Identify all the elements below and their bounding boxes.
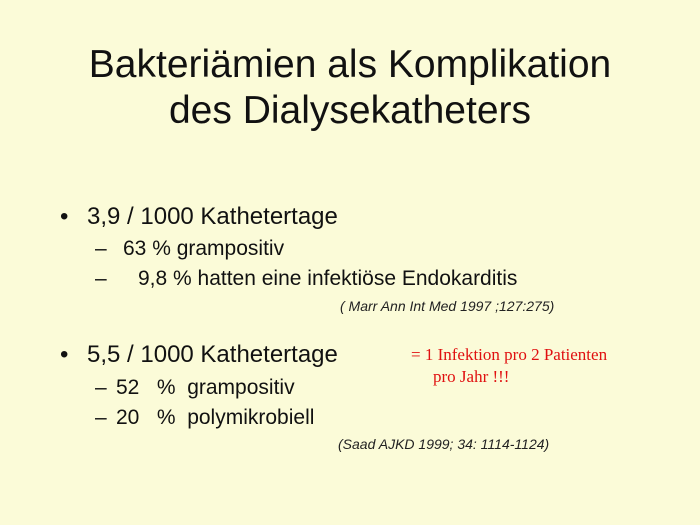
section1-citation: ( Marr Ann Int Med 1997 ;127:275)	[340, 298, 555, 314]
infection-rate-note	[411, 344, 607, 388]
bullet-icon: •	[60, 203, 69, 230]
section1-heading: 3,9 / 1000 Kathetertage	[87, 203, 338, 230]
dash-icon: –	[95, 237, 107, 260]
section1-item-1-text: 63 % grampositiv	[123, 237, 285, 260]
section2-item-1-text: 52 % grampositiv	[116, 376, 295, 399]
note-line-2: pro Jahr !!!	[433, 367, 510, 386]
note-line-1: = 1 Infektion pro 2 Patienten	[411, 345, 608, 364]
section2-item-2-text: 20 % polymikrobiell	[116, 406, 315, 429]
dash-icon: –	[95, 406, 107, 429]
title-line-1: Bakteriämien als Komplikation	[88, 43, 612, 86]
slide-title	[0, 42, 700, 134]
title-line-2: des Dialysekatheters	[168, 89, 531, 132]
bullet-icon: •	[60, 341, 69, 368]
dash-icon: –	[95, 267, 107, 290]
dash-icon: –	[95, 376, 107, 399]
section1-item-2-text: 9,8 % hatten eine infektiöse Endokarditis	[138, 267, 518, 290]
section2-heading: 5,5 / 1000 Kathetertage	[87, 341, 338, 368]
section2-citation: (Saad AJKD 1999; 34: 1114-1124)	[338, 436, 550, 452]
